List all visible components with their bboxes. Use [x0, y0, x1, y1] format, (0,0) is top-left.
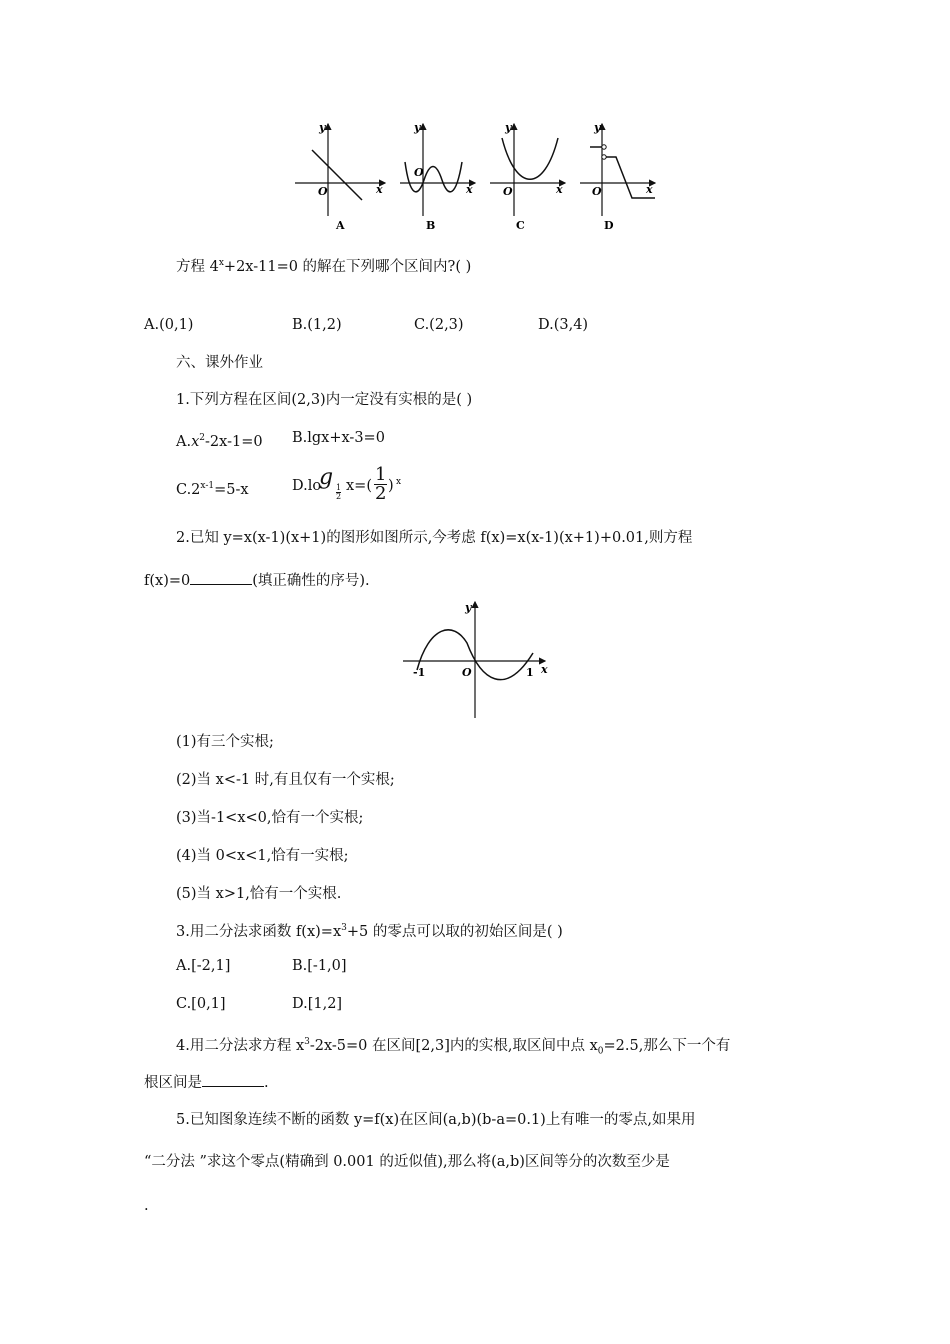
section-title: 六、课外作业: [176, 355, 263, 371]
svg-text:y: y: [594, 121, 601, 134]
hw2-item-2: (2)当 x<-1 时,有且仅有一个实根;: [176, 772, 395, 788]
graph-b: [400, 121, 475, 232]
hw3-option-c: C.[0,1]: [176, 996, 226, 1012]
prev-q2-option-d: D.(3,4): [538, 317, 589, 333]
hw1-option-c: $C.2^{x-1}=5-x$: [176, 481, 249, 498]
svg-text:A: A: [336, 219, 345, 232]
hw3-option-d: D.[1,2]: [292, 996, 343, 1012]
graph-a: [295, 121, 385, 232]
hw3-option-a: A.[-2,1]: [176, 958, 231, 974]
hw5-line3: .: [144, 1198, 149, 1214]
prev-q2-option-c: C.(2,3): [414, 317, 464, 333]
svg-text:y: y: [505, 121, 512, 134]
hw5-line2: “二分法 ”求这个零点(精确到 0.001 的近似值),那么将(a,b)区间等分的次数至少是: [144, 1154, 670, 1170]
svg-text:-1: -1: [413, 666, 426, 679]
svg-text:D: D: [604, 219, 614, 232]
graph-c: [490, 121, 565, 232]
svg-text:1: 1: [526, 666, 534, 679]
hw2-item-1: (1)有三个实根;: [176, 734, 274, 750]
svg-text:O: O: [592, 185, 602, 198]
svg-text:x: x: [541, 663, 548, 676]
prev-q2-option-a: A.(0,1): [144, 317, 194, 333]
prev-q2-option-b: B.(1,2): [292, 317, 342, 333]
svg-text:y: y: [414, 121, 421, 134]
svg-text:B: B: [426, 219, 436, 232]
svg-text:C: C: [516, 219, 525, 232]
hw4-line1: 4.用二分法求方程 $x^3-2x-5=0$ 在区间[2,3]内的实根,取区间中点 $x_0=2.5$,那么下一个有: [176, 1037, 731, 1057]
svg-text:O: O: [462, 666, 472, 679]
hw4-answer-blank[interactable]: [202, 1072, 264, 1087]
hw5-line1: 5.已知图象连续不断的函数 y=f(x)在区间(a,b)(b-a=0.1)上有唯一的零点,如果用: [176, 1112, 696, 1128]
hw3-stem: 3.用二分法求函数 $f(x)=x^3+5$ 的零点可以取的初始区间是( ): [176, 923, 563, 940]
svg-text:O: O: [414, 166, 424, 179]
hw2-line1: 2.已知 y=x(x-1)(x+1)的图形如图所示,今考虑 f(x)=x(x-1)(x+1)+0.01,则方程: [176, 530, 693, 546]
option-graphs-figure: [290, 118, 660, 238]
svg-text:y: y: [465, 601, 472, 614]
svg-text:O: O: [503, 185, 513, 198]
cubic-graph-figure: [395, 598, 560, 723]
hw1-option-b: B.lgx+x-3=0: [292, 430, 385, 446]
hw2-item-4: (4)当 0<x<1,恰有一实根;: [176, 848, 349, 864]
graph-d: [580, 121, 655, 232]
svg-text:x: x: [646, 183, 653, 196]
hw2-item-5: (5)当 x>1,恰有一个实根.: [176, 886, 342, 902]
svg-text:O: O: [318, 185, 328, 198]
svg-text:x: x: [556, 183, 563, 196]
svg-text:x: x: [466, 183, 473, 196]
hw2-line2: f(x)=0 (填正确性的序号).: [144, 570, 370, 591]
hw2-item-3: (3)当-1<x<0,恰有一个实根;: [176, 810, 364, 826]
hw4-line2: 根区间是 .: [144, 1072, 269, 1093]
hw1-stem: 1.下列方程在区间(2,3)内一定没有实根的是( ): [176, 392, 473, 408]
hw2-answer-blank[interactable]: [190, 570, 252, 585]
hw1-option-a: $A.x^2-2x-1=0$: [176, 433, 263, 450]
hw3-option-b: B.[-1,0]: [292, 958, 347, 974]
prev-q2-stem: 方程 $4^x+2x-11=0$ 的解在下列哪个区间内?( ): [176, 258, 472, 275]
svg-text:y: y: [319, 121, 326, 134]
svg-text:x: x: [376, 183, 383, 196]
